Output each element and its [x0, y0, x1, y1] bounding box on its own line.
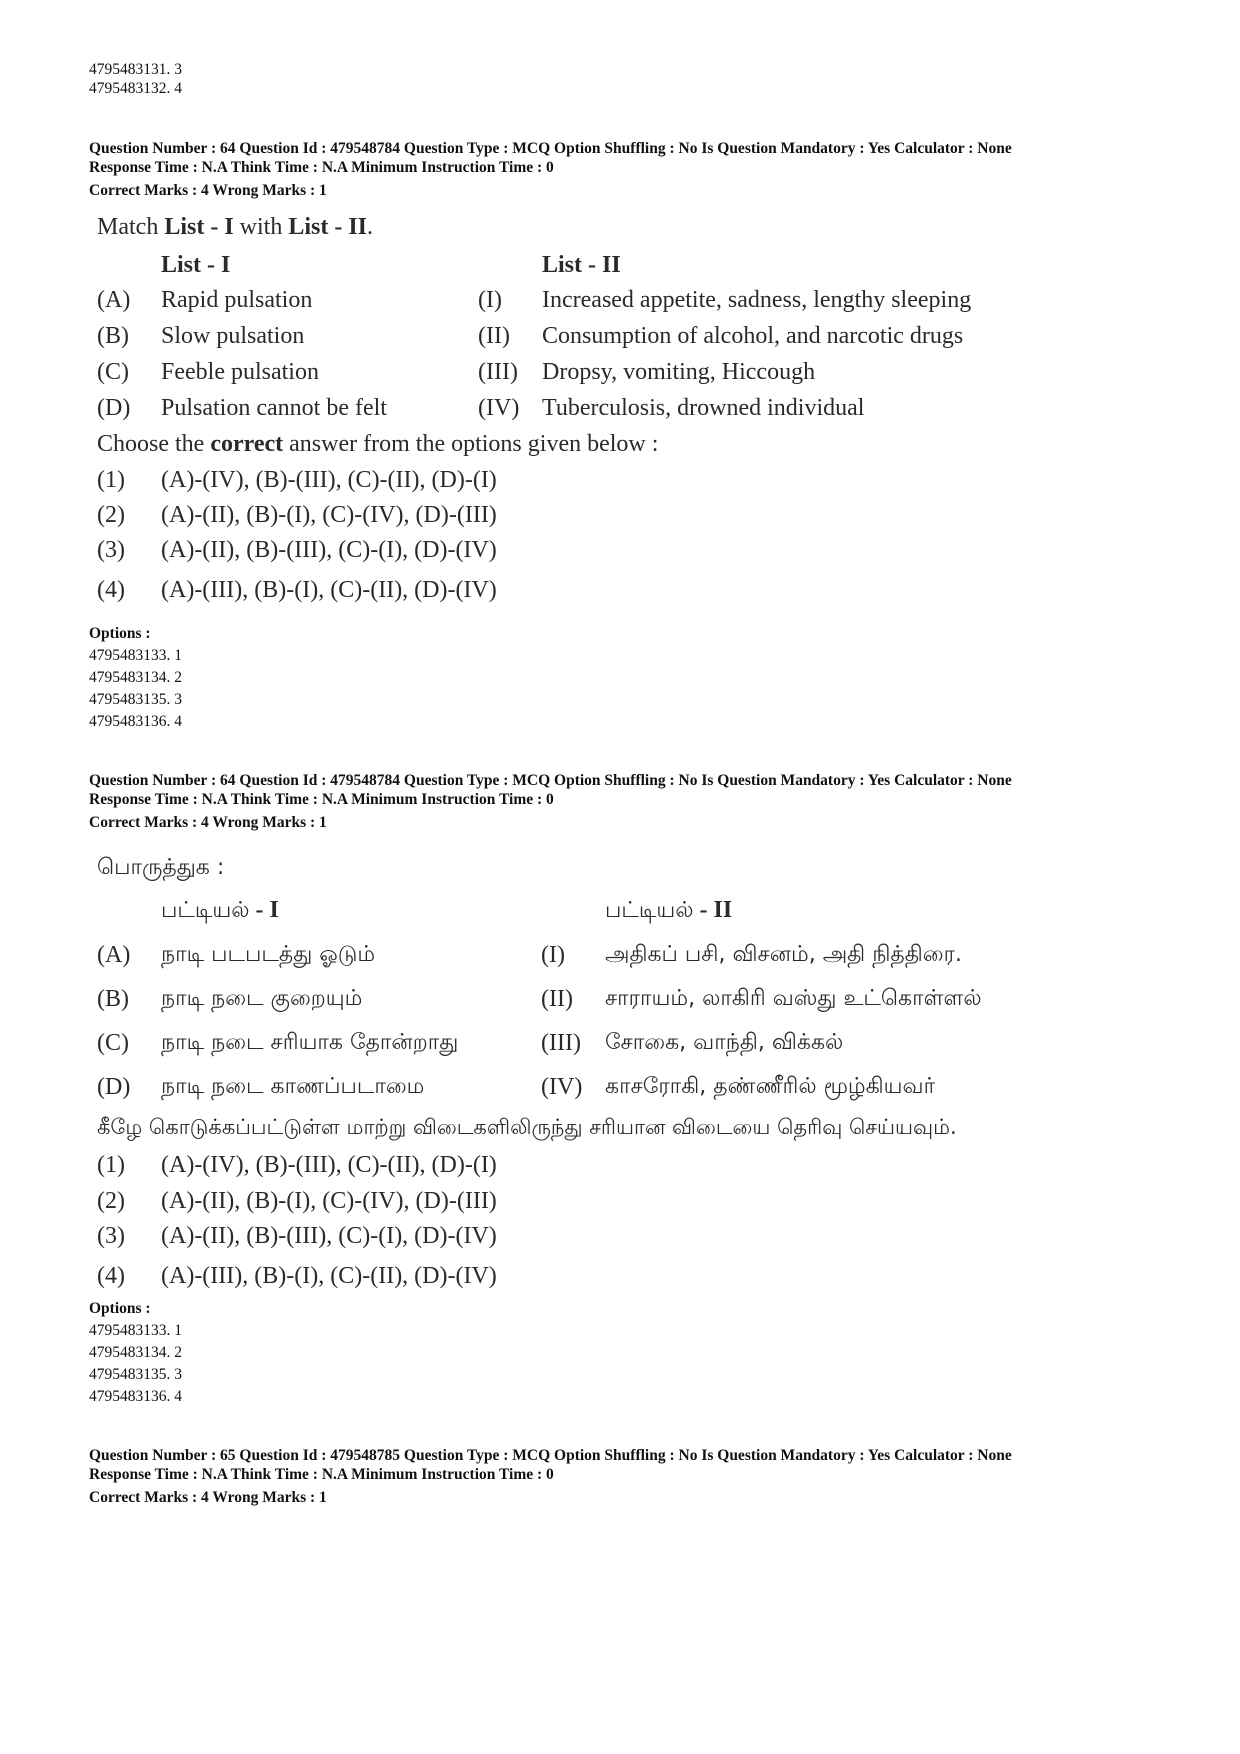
option-line: 4795483135. 3	[89, 1366, 182, 1383]
option-line: 4795483135. 3	[89, 691, 182, 708]
choose-instruction: கீழே கொடுக்கப்பட்டுள்ள மாற்று விடைகளிலிருந்து சரியான விடையை தெரிவு செய்யவும்.	[97, 1115, 957, 1139]
meta-line: Question Number : 64 Question Id : 479548784 Question Type : MCQ Option Shuffling : No Is Question Mandatory : Yes Calculator : None	[89, 772, 1012, 789]
option-line: 4795483133. 1	[89, 647, 182, 664]
question-meta	[89, 139, 1012, 200]
meta-line: Response Time : N.A Think Time : N.A Minimum Instruction Time : 0	[89, 1466, 554, 1483]
option-line: 4795483134. 2	[89, 1344, 182, 1361]
options-block	[89, 624, 182, 731]
meta-line: Response Time : N.A Think Time : N.A Minimum Instruction Time : 0	[89, 791, 554, 808]
meta-line: Correct Marks : 4 Wrong Marks : 1	[89, 814, 327, 831]
meta-line: Correct Marks : 4 Wrong Marks : 1	[89, 182, 327, 199]
question-meta	[89, 771, 1012, 832]
meta-line: Correct Marks : 4 Wrong Marks : 1	[89, 1489, 327, 1506]
question-intro: Match List - I with List - II.	[97, 214, 374, 240]
meta-line: Question Number : 64 Question Id : 479548784 Question Type : MCQ Option Shuffling : No Is Question Mandatory : Yes Calculator : None	[89, 140, 1012, 157]
option-line: 4795483136. 4	[89, 1388, 182, 1405]
list1-header: பட்டியல்	[161, 898, 250, 923]
meta-line: Question Number : 65 Question Id : 479548785 Question Type : MCQ Option Shuffling : No Is Question Mandatory : Yes Calculator : None	[89, 1447, 1012, 1464]
list1-header: List - I	[161, 252, 231, 278]
question-meta	[89, 1446, 1012, 1507]
question-intro: பொருத்துக :	[97, 855, 225, 880]
option-line: 4795483131. 3	[89, 61, 182, 78]
option-line: 4795483134. 2	[89, 669, 182, 686]
meta-line: Response Time : N.A Think Time : N.A Minimum Instruction Time : 0	[89, 159, 554, 176]
option-line: 4795483133. 1	[89, 1322, 182, 1339]
option-line: 4795483136. 4	[89, 713, 182, 730]
list2-header: List - II	[542, 252, 621, 278]
option-line: 4795483132. 4	[89, 80, 182, 97]
list2-header: பட்டியல்	[605, 898, 694, 923]
previous-options	[89, 60, 182, 98]
options-label: Options :	[89, 1300, 151, 1317]
document-page: 4795483131. 3 4795483132. 4 Question Number : 64 Question Id : 479548784 Question Type : MCQ Option Shuffling : No Is Question Mandatory : Yes Calculator : None Response Time : N.A Think Time : N.A Minimum Instruction Time : 0 Correct Marks : 4 Wrong Marks : 1 Match List - I with List - II. List - I List - II (A) Rapid pulsation (I) Increased appetite, sadness, lengthy sleeping (B) Slow pulsation (II) Consumption of alcohol, and narcotic drugs (C) Feeble pulsation (III) Dropsy, vomiting, Hiccough (D) Pulsation cannot be felt (IV) Tuberculosis, drowned individual Choose the correct answer from the options given below : (1) (A)-(IV), (B)-(III), (C)-(II), (D)-(I) (2) (A)-(II), (B)-(I), (C)-(IV), (D)-(III) (3) (A)-(II), (B)-(III), (C)-(I), (D)-(IV) (4) (A)-(III), (B)-(I), (C)-(II), (D)-(IV) Options : 4795483133. 1 4795483134. 2 4795483135. 3 4795483136. 4 Question Number : 64 Question Id : 479548784 Question Type : MCQ Option Shuffling : No Is Question Mandatory : Yes Calculator : None Response Time : N.A Think Time : N.A Minimum Instruction Time : 0 Correct Marks : 4 Wrong Marks : 1 பொருத்துக : பட்டியல் - I பட்டியல் - II (A) நாடி படபடத்து ஓடும் (I) அதிகப் பசி, விசனம், அதி நித்திரை. (B) நாடி நடை குறையும் (II) சாராயம், லாகிரி வஸ்து உட்கொள்ளல் (C) நாடி நடை சரியாக தோன்றாது (III) சோகை, வாந்தி, விக்கல் (D) நாடி நடை காணப்படாமை (IV) காசரோகி, தண்ணீரில் மூழ்கியவர் கீழே கொடுக்கப்பட்டுள்ள மாற்று விடைகளிலிருந்து சரியான விடையை தெரிவு செய்யவும். (1) (A)-(IV), (B)-(III), (C)-(II), (D)-(I) (2) (A)-(II), (B)-(I), (C)-(IV), (D)-(III) (3) (A)-(II), (B)-(III), (C)-(I), (D)-(IV) (4) (A)-(III), (B)-(I), (C)-(II), (D)-(IV) Options : 4795483133. 1 4795483134. 2 4795483135. 3 4795483136. 4 Question Number : 65 Question Id : 479548785 Question Type : MCQ Option Shuffling : No Is Question Mandatory : Yes Calculator : None Response Time : N.A Think Time : N.A Minimum Instruction Time : 0 Correct Marks : 4 Wrong Marks : 1	[89, 61, 1012, 1506]
options-label: Options :	[89, 625, 151, 642]
choose-instruction: Choose the correct answer from the options given below :	[97, 431, 659, 457]
options-block	[89, 1299, 182, 1406]
